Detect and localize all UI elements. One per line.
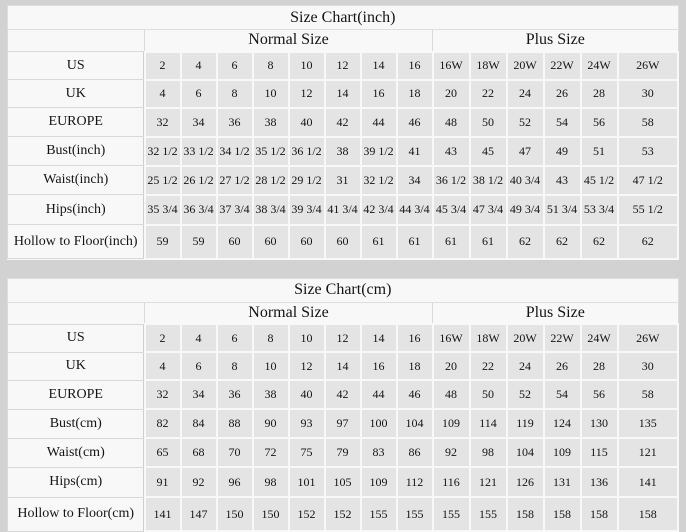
size-value-cell: 38 <box>253 108 289 137</box>
size-value-cell: 2 <box>145 324 181 352</box>
size-value-cell: 155 <box>470 497 507 531</box>
size-value-cell: 20 <box>433 80 470 108</box>
size-value-cell: 32 1/2 <box>145 137 181 166</box>
size-value-cell: 6 <box>181 352 217 380</box>
size-value-cell: 100 <box>361 409 397 438</box>
size-value-cell: 90 <box>253 409 289 438</box>
row-label: UK <box>8 352 145 380</box>
size-value-cell: 18W <box>470 324 507 352</box>
size-value-cell: 86 <box>397 438 433 467</box>
table-row <box>8 166 679 195</box>
row-label: Bust(cm) <box>8 409 145 438</box>
size-value-cell: 152 <box>289 497 325 531</box>
size-value-cell: 20 <box>433 352 470 380</box>
size-value-cell: 82 <box>145 409 181 438</box>
corner-cell <box>8 30 145 52</box>
size-value-cell: 155 <box>397 497 433 531</box>
size-value-cell: 35 1/2 <box>253 137 289 166</box>
size-value-cell: 20W <box>507 52 544 80</box>
row-label: US <box>8 52 145 80</box>
size-value-cell: 62 <box>618 225 679 259</box>
size-value-cell: 43 <box>544 166 581 195</box>
size-value-cell: 36 1/2 <box>433 166 470 195</box>
size-value-cell: 50 <box>470 380 507 409</box>
size-value-cell: 6 <box>217 324 253 352</box>
row-label: Hollow to Floor(cm) <box>8 497 145 531</box>
size-value-cell: 10 <box>253 352 289 380</box>
size-value-cell: 98 <box>253 467 289 497</box>
size-value-cell: 58 <box>618 108 679 137</box>
size-value-cell: 8 <box>217 352 253 380</box>
size-value-cell: 41 3/4 <box>325 195 361 225</box>
size-value-cell: 34 <box>181 380 217 409</box>
size-value-cell: 12 <box>325 52 361 80</box>
size-value-cell: 36 <box>217 380 253 409</box>
size-value-cell: 136 <box>581 467 618 497</box>
plus-size-header: Plus Size <box>433 302 679 324</box>
size-value-cell: 121 <box>470 467 507 497</box>
size-value-cell: 60 <box>253 225 289 259</box>
table-title: Size Chart(inch) <box>8 6 679 30</box>
size-value-cell: 14 <box>361 324 397 352</box>
size-value-cell: 40 <box>289 380 325 409</box>
row-label: US <box>8 324 145 352</box>
size-value-cell: 116 <box>433 467 470 497</box>
size-value-cell: 55 1/2 <box>618 195 679 225</box>
size-value-cell: 155 <box>361 497 397 531</box>
size-value-cell: 16 <box>397 324 433 352</box>
size-value-cell: 34 <box>181 108 217 137</box>
size-value-cell: 38 3/4 <box>253 195 289 225</box>
size-value-cell: 14 <box>361 52 397 80</box>
size-value-cell: 6 <box>181 80 217 108</box>
size-value-cell: 147 <box>181 497 217 531</box>
size-value-cell: 124 <box>544 409 581 438</box>
size-value-cell: 75 <box>289 438 325 467</box>
size-value-cell: 59 <box>181 225 217 259</box>
size-value-cell: 40 3/4 <box>507 166 544 195</box>
table-row <box>8 352 679 380</box>
size-value-cell: 47 <box>507 137 544 166</box>
size-value-cell: 32 <box>145 108 181 137</box>
size-value-cell: 42 3/4 <box>361 195 397 225</box>
size-value-cell: 126 <box>507 467 544 497</box>
size-value-cell: 38 1/2 <box>470 166 507 195</box>
size-value-cell: 60 <box>325 225 361 259</box>
size-value-cell: 135 <box>618 409 679 438</box>
size-value-cell: 58 <box>618 380 679 409</box>
normal-size-header: Normal Size <box>145 302 433 324</box>
row-label: EUROPE <box>8 108 145 137</box>
size-value-cell: 34 1/2 <box>217 137 253 166</box>
size-value-cell: 8 <box>253 52 289 80</box>
size-value-cell: 12 <box>289 352 325 380</box>
table-row <box>8 438 679 467</box>
size-value-cell: 39 1/2 <box>361 137 397 166</box>
size-chart-cm-block <box>7 278 679 532</box>
row-label: Bust(inch) <box>8 137 145 166</box>
size-value-cell: 155 <box>433 497 470 531</box>
size-value-cell: 4 <box>181 52 217 80</box>
size-value-cell: 22W <box>544 324 581 352</box>
size-value-cell: 38 <box>253 380 289 409</box>
size-value-cell: 101 <box>289 467 325 497</box>
size-value-cell: 62 <box>507 225 544 259</box>
size-chart-inch-table <box>7 5 679 260</box>
row-label: Waist(cm) <box>8 438 145 467</box>
size-value-cell: 158 <box>507 497 544 531</box>
size-value-cell: 97 <box>325 409 361 438</box>
size-value-cell: 4 <box>181 324 217 352</box>
size-value-cell: 130 <box>581 409 618 438</box>
size-value-cell: 16W <box>433 324 470 352</box>
size-value-cell: 109 <box>433 409 470 438</box>
size-value-cell: 32 <box>145 380 181 409</box>
size-value-cell: 49 <box>544 137 581 166</box>
size-value-cell: 10 <box>253 80 289 108</box>
table-row <box>8 467 679 497</box>
size-value-cell: 61 <box>470 225 507 259</box>
size-value-cell: 27 1/2 <box>217 166 253 195</box>
size-value-cell: 114 <box>470 409 507 438</box>
size-value-cell: 150 <box>217 497 253 531</box>
row-label: Hips(inch) <box>8 195 145 225</box>
size-value-cell: 40 <box>289 108 325 137</box>
size-table-body <box>8 324 679 531</box>
size-value-cell: 65 <box>145 438 181 467</box>
row-label: UK <box>8 80 145 108</box>
size-value-cell: 115 <box>581 438 618 467</box>
size-value-cell: 30 <box>618 352 679 380</box>
size-value-cell: 16 <box>361 80 397 108</box>
size-value-cell: 36 <box>217 108 253 137</box>
size-value-cell: 45 <box>470 137 507 166</box>
row-label: Hollow to Floor(inch) <box>8 225 145 259</box>
size-value-cell: 22W <box>544 52 581 80</box>
size-value-cell: 16 <box>397 52 433 80</box>
size-value-cell: 47 1/2 <box>618 166 679 195</box>
size-value-cell: 25 1/2 <box>145 166 181 195</box>
size-value-cell: 14 <box>325 352 361 380</box>
size-value-cell: 31 <box>325 166 361 195</box>
size-value-cell: 35 3/4 <box>145 195 181 225</box>
size-value-cell: 8 <box>253 324 289 352</box>
size-value-cell: 53 <box>618 137 679 166</box>
size-value-cell: 54 <box>544 108 581 137</box>
size-value-cell: 112 <box>397 467 433 497</box>
size-value-cell: 45 3/4 <box>433 195 470 225</box>
size-value-cell: 24 <box>507 80 544 108</box>
size-value-cell: 22 <box>470 80 507 108</box>
size-value-cell: 24 <box>507 352 544 380</box>
table-row <box>8 225 679 259</box>
size-value-cell: 20W <box>507 324 544 352</box>
size-value-cell: 150 <box>253 497 289 531</box>
size-value-cell: 92 <box>181 467 217 497</box>
size-value-cell: 32 1/2 <box>361 166 397 195</box>
size-chart-cm-table <box>7 278 679 532</box>
size-value-cell: 121 <box>618 438 679 467</box>
size-value-cell: 24W <box>581 52 618 80</box>
size-value-cell: 16 <box>361 352 397 380</box>
size-value-cell: 104 <box>397 409 433 438</box>
size-value-cell: 109 <box>361 467 397 497</box>
size-value-cell: 10 <box>289 52 325 80</box>
size-value-cell: 26 <box>544 352 581 380</box>
size-value-cell: 26W <box>618 324 679 352</box>
size-value-cell: 61 <box>397 225 433 259</box>
size-value-cell: 158 <box>581 497 618 531</box>
size-value-cell: 141 <box>145 497 181 531</box>
plus-size-header: Plus Size <box>433 30 679 52</box>
size-value-cell: 152 <box>325 497 361 531</box>
corner-cell <box>8 302 145 324</box>
size-chart-inch-block <box>7 5 679 260</box>
size-value-cell: 26W <box>618 52 679 80</box>
size-value-cell: 46 <box>397 108 433 137</box>
size-value-cell: 51 <box>581 137 618 166</box>
size-value-cell: 158 <box>618 497 679 531</box>
size-value-cell: 44 <box>361 380 397 409</box>
size-value-cell: 22 <box>470 352 507 380</box>
size-value-cell: 52 <box>507 380 544 409</box>
row-label: Waist(inch) <box>8 166 145 195</box>
size-value-cell: 38 <box>325 137 361 166</box>
size-value-cell: 56 <box>581 380 618 409</box>
size-value-cell: 44 3/4 <box>397 195 433 225</box>
size-value-cell: 4 <box>145 80 181 108</box>
size-value-cell: 56 <box>581 108 618 137</box>
size-value-cell: 53 3/4 <box>581 195 618 225</box>
size-value-cell: 28 <box>581 80 618 108</box>
size-value-cell: 14 <box>325 80 361 108</box>
size-value-cell: 42 <box>325 108 361 137</box>
table-row <box>8 137 679 166</box>
size-value-cell: 34 <box>397 166 433 195</box>
table-row <box>8 80 679 108</box>
size-value-cell: 79 <box>325 438 361 467</box>
size-value-cell: 46 <box>397 380 433 409</box>
size-value-cell: 59 <box>145 225 181 259</box>
size-value-cell: 98 <box>470 438 507 467</box>
size-value-cell: 61 <box>433 225 470 259</box>
size-value-cell: 26 <box>544 80 581 108</box>
size-value-cell: 26 1/2 <box>181 166 217 195</box>
size-value-cell: 83 <box>361 438 397 467</box>
size-value-cell: 48 <box>433 108 470 137</box>
normal-size-header: Normal Size <box>145 30 433 52</box>
size-value-cell: 18 <box>397 80 433 108</box>
size-value-cell: 158 <box>544 497 581 531</box>
size-table-body <box>8 52 679 259</box>
size-value-cell: 48 <box>433 380 470 409</box>
size-value-cell: 8 <box>217 80 253 108</box>
size-value-cell: 60 <box>217 225 253 259</box>
size-value-cell: 52 <box>507 108 544 137</box>
size-value-cell: 45 1/2 <box>581 166 618 195</box>
size-value-cell: 30 <box>618 80 679 108</box>
row-label: Hips(cm) <box>8 467 145 497</box>
size-value-cell: 42 <box>325 380 361 409</box>
size-value-cell: 104 <box>507 438 544 467</box>
size-value-cell: 47 3/4 <box>470 195 507 225</box>
size-value-cell: 44 <box>361 108 397 137</box>
size-value-cell: 91 <box>145 467 181 497</box>
size-value-cell: 12 <box>325 324 361 352</box>
size-value-cell: 36 3/4 <box>181 195 217 225</box>
size-value-cell: 96 <box>217 467 253 497</box>
size-value-cell: 119 <box>507 409 544 438</box>
size-value-cell: 41 <box>397 137 433 166</box>
table-row <box>8 324 679 352</box>
size-value-cell: 131 <box>544 467 581 497</box>
size-value-cell: 61 <box>361 225 397 259</box>
size-value-cell: 105 <box>325 467 361 497</box>
table-row <box>8 409 679 438</box>
size-value-cell: 93 <box>289 409 325 438</box>
size-value-cell: 62 <box>581 225 618 259</box>
size-value-cell: 33 1/2 <box>181 137 217 166</box>
size-value-cell: 29 1/2 <box>289 166 325 195</box>
size-value-cell: 36 1/2 <box>289 137 325 166</box>
size-value-cell: 92 <box>433 438 470 467</box>
row-label: EUROPE <box>8 380 145 409</box>
table-title: Size Chart(cm) <box>8 278 679 302</box>
size-value-cell: 10 <box>289 324 325 352</box>
size-value-cell: 28 1/2 <box>253 166 289 195</box>
size-value-cell: 12 <box>289 80 325 108</box>
table-row <box>8 497 679 531</box>
table-row <box>8 108 679 137</box>
size-value-cell: 51 3/4 <box>544 195 581 225</box>
size-value-cell: 28 <box>581 352 618 380</box>
size-value-cell: 54 <box>544 380 581 409</box>
size-value-cell: 109 <box>544 438 581 467</box>
size-value-cell: 49 3/4 <box>507 195 544 225</box>
size-value-cell: 70 <box>217 438 253 467</box>
size-value-cell: 43 <box>433 137 470 166</box>
size-value-cell: 84 <box>181 409 217 438</box>
size-value-cell: 60 <box>289 225 325 259</box>
size-value-cell: 16W <box>433 52 470 80</box>
size-value-cell: 18 <box>397 352 433 380</box>
size-value-cell: 24W <box>581 324 618 352</box>
size-value-cell: 141 <box>618 467 679 497</box>
size-value-cell: 72 <box>253 438 289 467</box>
size-value-cell: 37 3/4 <box>217 195 253 225</box>
size-value-cell: 2 <box>145 52 181 80</box>
table-row <box>8 52 679 80</box>
size-value-cell: 68 <box>181 438 217 467</box>
size-value-cell: 50 <box>470 108 507 137</box>
size-value-cell: 62 <box>544 225 581 259</box>
size-value-cell: 39 3/4 <box>289 195 325 225</box>
table-row <box>8 380 679 409</box>
size-value-cell: 18W <box>470 52 507 80</box>
size-value-cell: 88 <box>217 409 253 438</box>
size-value-cell: 6 <box>217 52 253 80</box>
table-row <box>8 195 679 225</box>
size-value-cell: 4 <box>145 352 181 380</box>
